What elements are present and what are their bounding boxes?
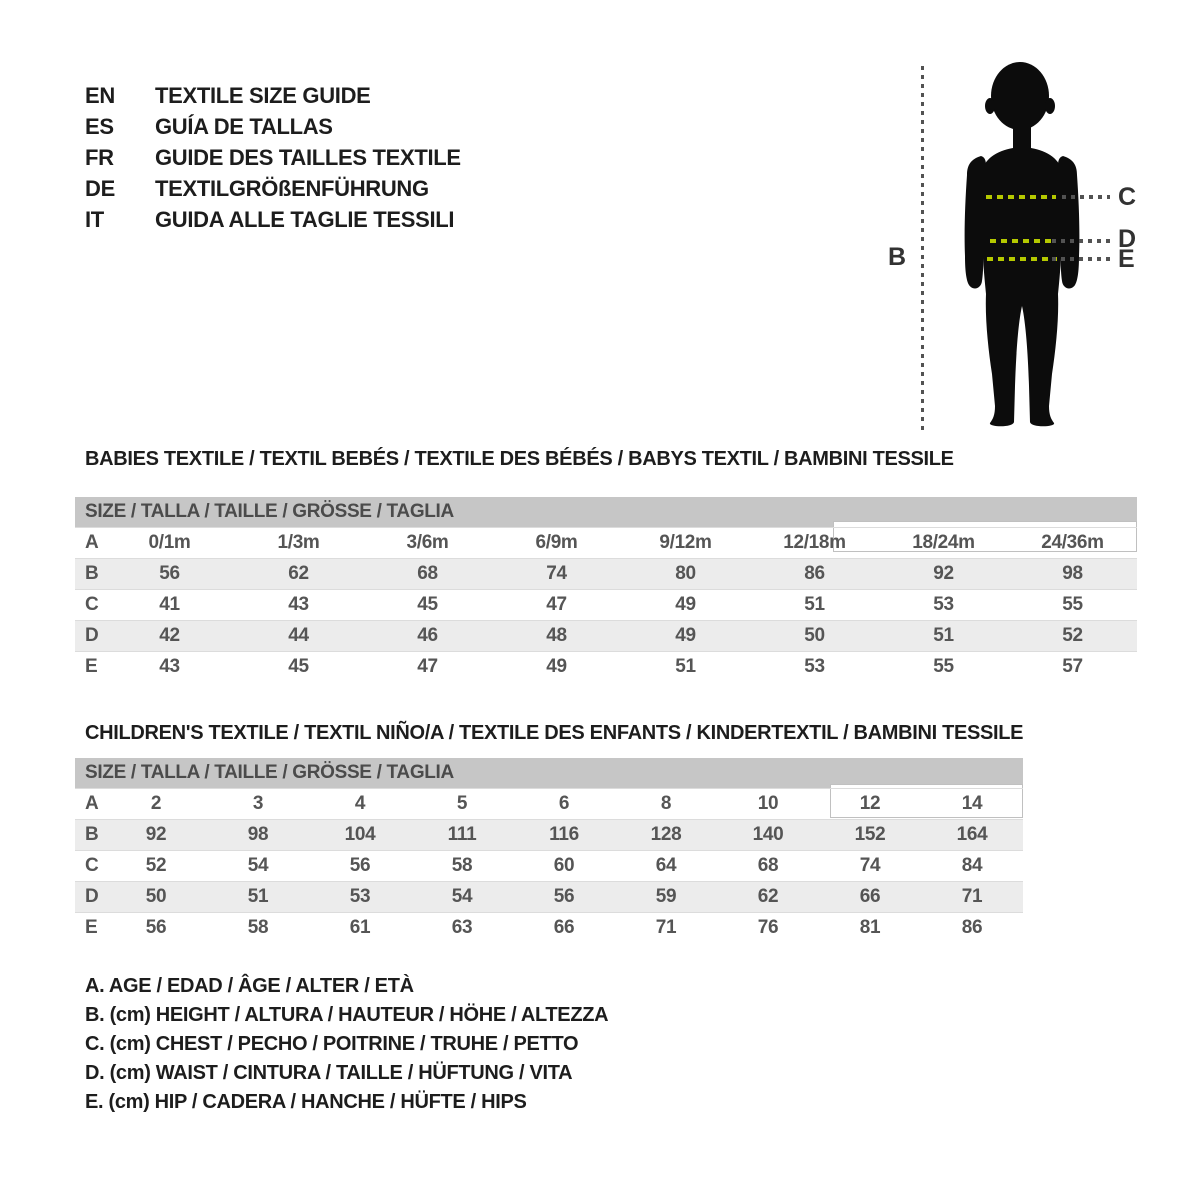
- table-cell: 56: [553, 886, 575, 907]
- table-cell: 0/1m: [148, 532, 191, 553]
- chest-measure-line: [986, 195, 1056, 199]
- table-row-waist: [75, 881, 1023, 912]
- table-cell: 43: [288, 594, 309, 615]
- language-code: ES: [85, 113, 114, 139]
- babies-section-heading: BABIES TEXTILE / TEXTIL BEBÉS / TEXTILE DES BÉBÉS / BABYS TEXTIL / BAMBINI TESSILE: [85, 448, 954, 470]
- language-code: IT: [85, 206, 104, 232]
- table-cell: 52: [1062, 625, 1083, 646]
- table-cell: 111: [447, 824, 477, 845]
- row-label: D: [85, 886, 99, 907]
- table-cell: 104: [344, 824, 376, 845]
- row-label: C: [85, 855, 99, 876]
- table-row-height: [75, 558, 1137, 589]
- table-cell: 49: [546, 656, 567, 677]
- chest-guide-line: [1062, 195, 1110, 199]
- waist-measure-label: D: [1118, 225, 1136, 253]
- table-cell: 56: [159, 563, 180, 584]
- height-measure-dashed-line: [921, 66, 924, 432]
- table-cell: 51: [933, 625, 954, 646]
- language-row-es: [85, 111, 461, 142]
- table-cell: 52: [145, 855, 167, 876]
- table-cell: 98: [247, 824, 269, 845]
- child-silhouette-icon: [950, 56, 1095, 441]
- guide-title-it: GUIDA ALLE TAGLIE TESSILI: [155, 206, 455, 232]
- table-cell: 50: [804, 625, 825, 646]
- table-cell: 74: [546, 563, 567, 584]
- table-cell: 3/6m: [406, 532, 449, 553]
- row-label: A: [85, 532, 99, 553]
- language-code: DE: [85, 175, 115, 201]
- table-cell: 92: [933, 563, 954, 584]
- table-cell: 76: [757, 917, 779, 938]
- row-label: B: [85, 824, 99, 845]
- hip-measure-label: E: [1118, 245, 1135, 273]
- measurement-legend: [85, 972, 608, 1117]
- language-title-list: [85, 80, 461, 235]
- table-cell: 80: [675, 563, 696, 584]
- table-cell: 4: [354, 793, 366, 814]
- table-cell: 3: [252, 793, 264, 814]
- table-cell: 61: [349, 917, 371, 938]
- table-cell: 66: [859, 886, 881, 907]
- table-cell: 45: [417, 594, 438, 615]
- table-cell: 9/12m: [659, 532, 712, 553]
- table-cell: 71: [961, 886, 983, 907]
- row-label: E: [85, 656, 98, 677]
- table-cell: 62: [288, 563, 309, 584]
- table-row-age: [75, 527, 1137, 558]
- table-row-age: [75, 788, 1023, 819]
- table-cell: 57: [1062, 656, 1083, 677]
- table-cell: 116: [549, 824, 579, 845]
- table-cell: 54: [247, 855, 269, 876]
- language-row-fr: [85, 142, 461, 173]
- guide-title-en: TEXTILE SIZE GUIDE: [155, 82, 371, 108]
- language-row-de: [85, 173, 461, 204]
- table-cell: 56: [145, 917, 167, 938]
- table-cell: 41: [159, 594, 180, 615]
- chest-measure-label: C: [1118, 183, 1136, 211]
- table-cell: 56: [349, 855, 371, 876]
- table-cell: 6: [558, 793, 570, 814]
- table-cell: 12: [859, 793, 881, 814]
- hip-guide-line: [1052, 257, 1110, 261]
- language-code: EN: [85, 82, 115, 108]
- table-row-chest: [75, 589, 1137, 620]
- row-label: D: [85, 625, 99, 646]
- guide-title-fr: GUIDE DES TAILLES TEXTILE: [155, 144, 461, 170]
- legend-line-height: B. (cm) HEIGHT / ALTURA / HAUTEUR / HÖHE / ALTEZZA: [85, 1004, 609, 1026]
- table-cell: 50: [145, 886, 167, 907]
- table-cell: 86: [804, 563, 825, 584]
- table-cell: 14: [961, 793, 983, 814]
- table-cell: 49: [675, 625, 696, 646]
- table-cell: 64: [655, 855, 677, 876]
- legend-line-age: A. AGE / EDAD / ÂGE / ALTER / ETÀ: [85, 975, 414, 997]
- language-row-it: [85, 204, 461, 235]
- table-cell: 92: [145, 824, 167, 845]
- table-cell: 10: [757, 793, 779, 814]
- table-cell: 63: [451, 917, 473, 938]
- table-cell: 164: [956, 824, 988, 845]
- language-row-en: [85, 80, 461, 111]
- table-cell: 86: [961, 917, 983, 938]
- table-cell: 152: [854, 824, 886, 845]
- table-cell: 12/18m: [783, 532, 846, 553]
- table-row-height: [75, 819, 1023, 850]
- table-row-chest: [75, 850, 1023, 881]
- table-cell: 55: [933, 656, 954, 677]
- table-cell: 43: [159, 656, 180, 677]
- table-cell: 44: [288, 625, 309, 646]
- row-label: E: [85, 917, 98, 938]
- table-cell: 74: [859, 855, 881, 876]
- row-label: A: [85, 793, 99, 814]
- legend-line-chest: C. (cm) CHEST / PECHO / POITRINE / TRUHE / PETTO: [85, 1033, 579, 1055]
- table-cell: 71: [655, 917, 677, 938]
- table-cell: 54: [451, 886, 473, 907]
- legend-line-hip: E. (cm) HIP / CADERA / HANCHE / HÜFTE / HIPS: [85, 1091, 527, 1113]
- language-code: FR: [85, 144, 114, 170]
- hip-measure-line: [987, 257, 1057, 261]
- table-cell: 1/3m: [277, 532, 320, 553]
- guide-title-de: TEXTILGRÖßENFÜHRUNG: [155, 175, 429, 201]
- table-cell: 48: [546, 625, 567, 646]
- height-measure-label: B: [888, 243, 906, 271]
- row-label: C: [85, 594, 99, 615]
- table-cell: 47: [417, 656, 438, 677]
- table-cell: 81: [859, 917, 881, 938]
- table-cell: 51: [247, 886, 269, 907]
- table-cell: 2: [150, 793, 162, 814]
- table-cell: 55: [1062, 594, 1083, 615]
- table-cell: 68: [757, 855, 779, 876]
- table-cell: 53: [349, 886, 371, 907]
- table-cell: 51: [804, 594, 825, 615]
- table-cell: 68: [417, 563, 438, 584]
- table-cell: 8: [660, 793, 672, 814]
- table-row-hip: [75, 912, 1023, 943]
- table-cell: 60: [553, 855, 575, 876]
- row-label: B: [85, 563, 99, 584]
- waist-guide-line: [1052, 239, 1110, 243]
- table-cell: 53: [933, 594, 954, 615]
- guide-title-es: GUÍA DE TALLAS: [155, 113, 333, 139]
- size-header-band: SIZE / TALLA / TAILLE / GRÖSSE / TAGLIA: [75, 758, 1023, 788]
- table-cell: 62: [757, 886, 779, 907]
- table-row-waist: [75, 620, 1137, 651]
- table-cell: 58: [451, 855, 473, 876]
- table-cell: 84: [961, 855, 983, 876]
- table-cell: 18/24m: [912, 532, 975, 553]
- table-cell: 47: [546, 594, 567, 615]
- table-cell: 51: [675, 656, 696, 677]
- table-cell: 140: [752, 824, 784, 845]
- table-cell: 45: [288, 656, 309, 677]
- children-section-heading: CHILDREN'S TEXTILE / TEXTIL NIÑO/A / TEXTILE DES ENFANTS / KINDERTEXTIL / BAMBINI TESSILE: [85, 722, 1024, 744]
- table-cell: 5: [456, 793, 468, 814]
- table-cell: 49: [675, 594, 696, 615]
- table-cell: 98: [1062, 563, 1083, 584]
- table-cell: 128: [650, 824, 682, 845]
- table-cell: 59: [655, 886, 677, 907]
- table-cell: 42: [159, 625, 180, 646]
- table-cell: 66: [553, 917, 575, 938]
- legend-line-waist: D. (cm) WAIST / CINTURA / TAILLE / HÜFTUNG / VITA: [85, 1062, 573, 1084]
- table-cell: 24/36m: [1041, 532, 1104, 553]
- waist-measure-line: [990, 239, 1056, 243]
- table-row-hip: [75, 651, 1137, 682]
- size-header-band: SIZE / TALLA / TAILLE / GRÖSSE / TAGLIA: [75, 497, 1137, 527]
- table-cell: 58: [247, 917, 269, 938]
- table-cell: 6/9m: [535, 532, 578, 553]
- table-cell: 53: [804, 656, 825, 677]
- table-cell: 46: [417, 625, 438, 646]
